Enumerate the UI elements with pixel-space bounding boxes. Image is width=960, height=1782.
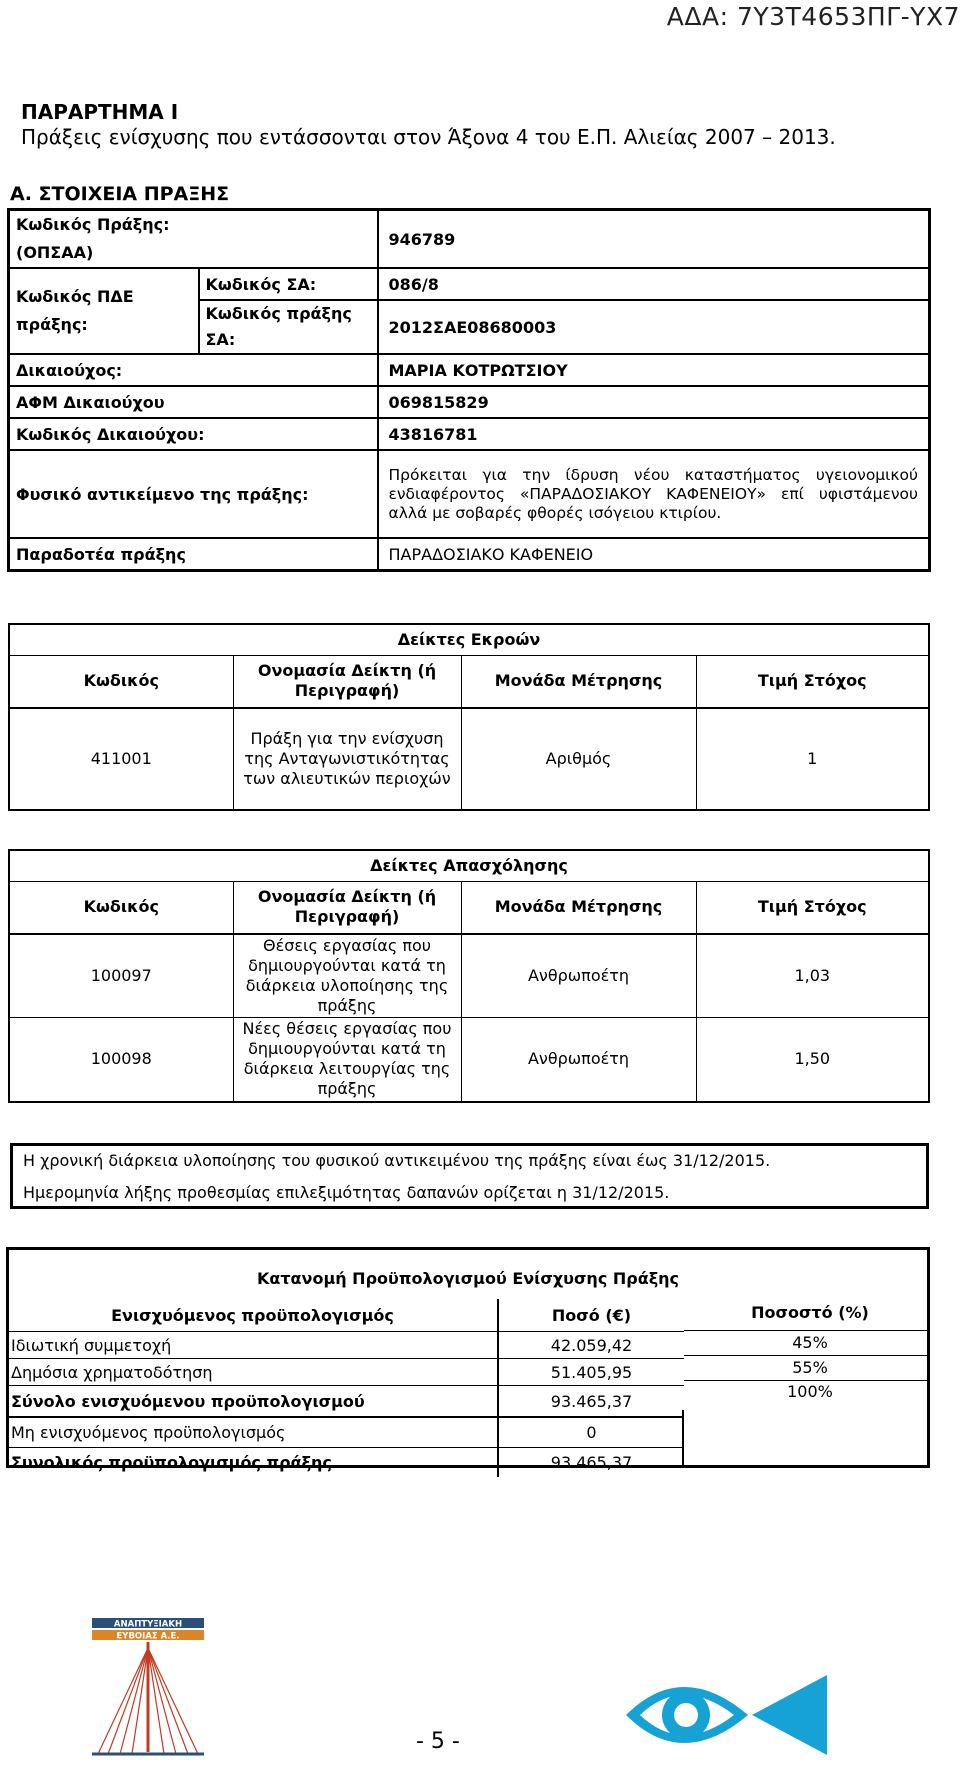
deliverables-label: Παραδοτέα πράξης [16,544,186,564]
col-target: Τιμή Στόχος [696,656,929,708]
table-row [9,934,929,1018]
percent-value: 100% [787,1382,833,1401]
indicator-name: Νέες θέσεις εργασίας που δημιουργούνται κατά τη διάρκεια λειτουργίας της πράξης [233,1018,461,1102]
anaptyxiaki-logo [88,1612,208,1762]
budget-row-label: Δημόσια χρηματοδότηση [8,1359,498,1386]
budget-table [8,1299,684,1477]
beneficiary-code-value: 43816781 [378,418,930,450]
non-supported-amount: 0 [498,1417,684,1448]
budget-row [8,1359,684,1386]
logo-text-1: ΑΝΑΠΤΥΞΙΑΚΗ [113,1619,183,1630]
col-code: Κωδικός [9,882,233,934]
notes-box [10,1143,929,1209]
employment-indicators-caption: Δείκτες Απασχόλησης [9,850,929,882]
indicator-target: 1 [696,708,929,810]
indicator-target: 1,50 [696,1018,929,1102]
non-supported-label: Μη ενισχυόμενος προϋπολογισμός [8,1417,498,1448]
annex-title: ΠΑΡΑΡΤΗΜΑ Ι [21,100,179,124]
action-details-table [7,208,931,572]
total-amount: 93.465,37 [498,1448,684,1478]
percent-divider [684,1380,928,1381]
col-percent: Ποσοστό (%) [751,1303,869,1322]
table-row [9,1018,929,1102]
sa-action-label: Κωδικός πράξης ΣΑ: [199,300,378,354]
budget-row-label: Σύνολο ενισχυόμενου προϋπολογισμού [8,1386,498,1418]
sa-label: Κωδικός ΣΑ: [199,268,378,300]
duration-note: Η χρονική διάρκεια υλοποίησης του φυσικού αντικειμένου της πράξης είναι έως 31/12/2015. [23,1151,771,1170]
budget-row [8,1448,684,1478]
col-amount: Ποσό (€) [498,1299,684,1332]
budget-title: Κατανομή Προϋπολογισμού Ενίσχυσης Πράξης [256,1269,680,1288]
col-budget: Ενισχυόμενος προϋπολογισμός [111,1305,394,1325]
pde-label: Κωδικός ΠΔΕ πράξης: [9,268,199,354]
employment-indicators-table [8,849,930,1103]
budget-row-amount: 42.059,42 [498,1332,684,1359]
col-indicator-name: Ονομασία Δείκτη (ή Περιγραφή) [233,656,461,708]
indicator-unit: Ανθρωποέτη [461,1018,696,1102]
budget-row-amount: 51.405,95 [498,1359,684,1386]
beneficiary-label: Δικαιούχος: [9,354,378,386]
percent-divider [684,1330,928,1331]
indicator-code: 100097 [9,934,233,1018]
percent-value: 55% [792,1358,828,1377]
sa-action-value: 2012ΣΑΕ08680003 [378,300,930,354]
action-code-value: 946789 [378,210,930,269]
col-indicator-name: Ονομασία Δείκτη (ή Περιγραφή) [233,882,461,934]
indicator-name: Πράξη για την ενίσχυση της Ανταγωνιστικότητας των αλιευτικών περιοχών [233,708,461,810]
indicator-target: 1,03 [696,934,929,1018]
section-heading: Α. ΣΤΟΙΧΕΙΑ ΠΡΑΞΗΣ [10,183,230,205]
total-label: Συνολικός προϋπολογισμός πράξης [8,1448,498,1478]
col-unit: Μονάδα Μέτρησης [461,882,696,934]
budget-row [8,1386,684,1418]
beneficiary-code-label: Κωδικός Δικαιούχου: [9,418,378,450]
afm-label: ΑΦΜ Δικαιούχου [9,386,378,418]
annex-subtitle: Πράξεις ενίσχυσης που εντάσσονται στον Άξονα 4 του Ε.Π. Αλιείας 2007 – 2013. [21,125,836,149]
deliverables-value: ΠΑΡΑΔΟΣΙΑΚΟ ΚΑΦΕΝΕΙΟ [378,538,930,571]
page-number: - 5 - [416,1729,460,1754]
output-indicators-caption: Δείκτες Εκροών [9,624,929,656]
budget-row-amount: 93.465,37 [498,1386,684,1418]
fisheries-eye-logo [622,1665,832,1765]
ada-code: ΑΔΑ: 7Υ3Τ4653ΠΓ-ΥΧ7 [666,2,960,31]
budget-row-label: Ιδιωτική συμμετοχή [8,1332,498,1359]
sa-value: 086/8 [378,268,930,300]
col-unit: Μονάδα Μέτρησης [461,656,696,708]
col-target: Τιμή Στόχος [696,882,929,934]
object-value: Πρόκειται για την ίδρυση νέου καταστήματος υγειονομικού ενδιαφέροντος «ΠΑΡΑΔΟΣΙΑΚΟΥ ΚΑΦΕΝΕΙΟΥ» επί υφιστάμενου αλλά με σοβαρές φθορές ισόγειου κτιρίου. [378,450,930,538]
output-indicators-table [8,623,930,811]
afm-value: 069815829 [378,386,930,418]
logo-text-2: ΕΥΒΟΙΑΣ Α.Ε. [116,1631,180,1642]
table-row [9,708,929,810]
percent-divider [684,1355,928,1356]
budget-row [8,1417,684,1448]
object-label: Φυσικό αντικείμενο της πράξης: [9,450,378,538]
col-code: Κωδικός [9,656,233,708]
budget-row [8,1332,684,1359]
fish-tail [752,1675,827,1755]
action-code-label: Κωδικός Πράξης: (ΟΠΣΑΑ) [16,215,170,262]
indicator-unit: Αριθμός [461,708,696,810]
beneficiary-value: ΜΑΡΙΑ ΚΟΤΡΩΤΣΙΟΥ [378,354,930,386]
indicator-code: 100098 [9,1018,233,1102]
indicator-name: Θέσεις εργασίας που δημιουργούνται κατά τη διάρκεια υλοποίησης της πράξης [233,934,461,1018]
deadline-note: Ημερομηνία λήξης προθεσμίας επιλεξιμότητας δαπανών ορίζεται η 31/12/2015. [23,1183,670,1202]
percent-value: 45% [792,1333,828,1352]
indicator-unit: Ανθρωποέτη [461,934,696,1018]
indicator-code: 411001 [9,708,233,810]
